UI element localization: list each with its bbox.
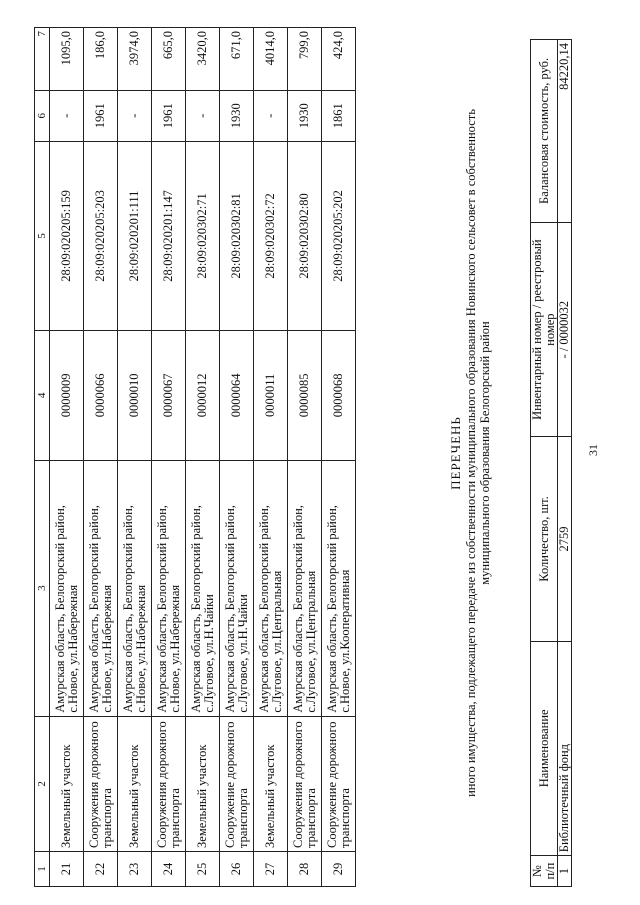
item-name: Земельный участок — [254, 716, 288, 851]
year: - — [186, 90, 220, 141]
table-row — [50, 28, 84, 887]
row-number: 23 — [118, 851, 152, 886]
table-row — [254, 28, 288, 887]
quantity-header: Количество, шт. — [531, 437, 558, 641]
inventory-number: 0000009 — [50, 331, 84, 460]
year: 1930 — [288, 90, 322, 141]
year: 1961 — [152, 90, 186, 141]
year: 1861 — [322, 90, 356, 141]
number-header: № п/п — [531, 856, 558, 887]
table-row — [152, 28, 186, 887]
row-number: 21 — [50, 851, 84, 886]
col-6-header: 6 — [35, 90, 50, 141]
inventory-number: 0000066 — [84, 331, 118, 460]
value: 186,0 — [84, 28, 118, 91]
item-address: Амурская область, Белогорский район, с.Новое, ул.Набережная — [118, 460, 152, 716]
table-row — [186, 28, 220, 887]
value: 799,0 — [288, 28, 322, 91]
item-name: Сооружение дорожного транспорта — [220, 716, 254, 851]
value: 3420,0 — [186, 28, 220, 91]
table-row — [558, 40, 572, 887]
col-3-header: 3 — [35, 460, 50, 716]
table-row — [288, 28, 322, 887]
table-row — [322, 28, 356, 887]
list-description-line-1: иного имущества, подлежащего передаче из собственности муниципального образования Новинского сельсовет в собственность — [464, 109, 478, 797]
col-4-header: 4 — [35, 331, 50, 460]
col-2-header: 2 — [35, 716, 50, 851]
value: 665,0 — [152, 28, 186, 91]
row-number: 25 — [186, 851, 220, 886]
inventory-number: 0000067 — [152, 331, 186, 460]
value: 424,0 — [322, 28, 356, 91]
cadastral-number: 28:09:020205:159 — [50, 141, 84, 331]
item-address: Амурская область, Белогорский район, с.Новое, ул.Набережная — [84, 460, 118, 716]
item-address: Амурская область, Белогорский район, с.Луговое, ул.Центральная — [288, 460, 322, 716]
table-row — [220, 28, 254, 887]
property-table — [34, 27, 356, 887]
value: 1095,0 — [50, 28, 84, 91]
col-7-header: 7 — [35, 28, 50, 91]
item-name: Сооружения дорожного транспорта — [152, 716, 186, 851]
item-name: Библиотечный фонд — [558, 641, 572, 856]
cadastral-number: 28:09:020205:203 — [84, 141, 118, 331]
item-name: Земельный участок — [50, 716, 84, 851]
list-title: ПЕРЕЧЕНЬ — [448, 416, 463, 490]
item-address: Амурская область, Белогорский район, с.Новое, ул.Набережная — [152, 460, 186, 716]
value: 4014,0 — [254, 28, 288, 91]
quantity: 2759 — [558, 437, 572, 641]
item-name: Сооружение дорожного транспорта — [322, 716, 356, 851]
inventory-number: 0000010 — [118, 331, 152, 460]
col-5-header: 5 — [35, 141, 50, 331]
cadastral-number: 28:09:020302:80 — [288, 141, 322, 331]
item-address: Амурская область, Белогорский район, с.Луговое, ул.Центральная — [254, 460, 288, 716]
inventory-number: 0000085 — [288, 331, 322, 460]
year: - — [254, 90, 288, 141]
cadastral-number: 28:09:020302:71 — [186, 141, 220, 331]
cadastral-number: 28:09:020205:202 — [322, 141, 356, 331]
cadastral-number: 28:09:020302:72 — [254, 141, 288, 331]
other-property-table — [530, 39, 572, 887]
page-number: 31 — [586, 444, 600, 456]
inventory-number: - / 0000032 — [558, 222, 572, 437]
item-address: Амурская область, Белогорский район, с.Новое, ул.Кооперативная — [322, 460, 356, 716]
inventory-number: 0000068 — [322, 331, 356, 460]
inventory-number: 0000012 — [186, 331, 220, 460]
row-number: 22 — [84, 851, 118, 886]
item-name: Земельный участок — [118, 716, 152, 851]
item-name: Сооружения дорожного транспорта — [288, 716, 322, 851]
item-name: Сооружения дорожного транспорта — [84, 716, 118, 851]
name-header: Наименование — [531, 641, 558, 856]
row-number: 1 — [558, 856, 572, 887]
item-name: Земельный участок — [186, 716, 220, 851]
value: 671,0 — [220, 28, 254, 91]
year: - — [50, 90, 84, 141]
cadastral-number: 28:09:020302:81 — [220, 141, 254, 331]
row-number: 27 — [254, 851, 288, 886]
table-row — [118, 28, 152, 887]
row-number: 24 — [152, 851, 186, 886]
inventory-number: 0000064 — [220, 331, 254, 460]
col-1-header: 1 — [35, 851, 50, 886]
balance-value-header: Балансовая стоимость, руб. — [531, 40, 558, 223]
inventory-number: 0000011 — [254, 331, 288, 460]
year: 1930 — [220, 90, 254, 141]
value: 3974,0 — [118, 28, 152, 91]
table-row — [84, 28, 118, 887]
item-address: Амурская область, Белогорский район, с.Луговое, ул.Н.Чайки — [186, 460, 220, 716]
row-number: 26 — [220, 851, 254, 886]
year: 1961 — [84, 90, 118, 141]
header-row — [531, 40, 558, 887]
item-address: Амурская область, Белогорский район, с.Новое, ул.Набережная — [50, 460, 84, 716]
cadastral-number: 28:09:020201:111 — [118, 141, 152, 331]
inventory-header: Инвентарный номер / реестровый номер — [531, 222, 558, 437]
year: - — [118, 90, 152, 141]
item-address: Амурская область, Белогорский район, с.Луговое, ул.Н.Чайки — [220, 460, 254, 716]
header-row — [35, 28, 50, 887]
balance-value: 84220,14 — [558, 40, 572, 223]
row-number: 29 — [322, 851, 356, 886]
list-description-line-2: муниципального образования Белогорский район — [478, 321, 492, 585]
row-number: 28 — [288, 851, 322, 886]
cadastral-number: 28:09:020201:147 — [152, 141, 186, 331]
list-description — [464, 19, 492, 887]
